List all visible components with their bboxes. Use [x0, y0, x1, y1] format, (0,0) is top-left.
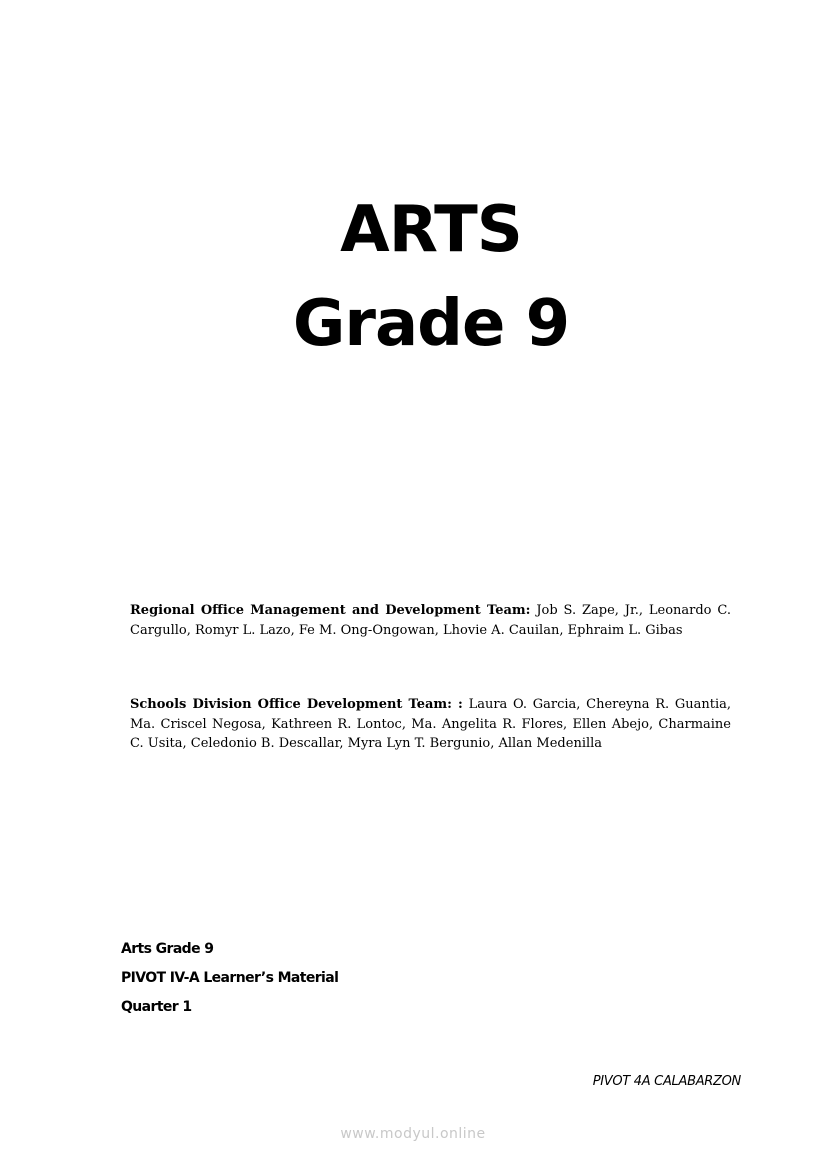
regional-team-label: Regional Office Management and Development Team: [130, 603, 531, 618]
regional-team-names: Job S. Zape, Jr., Leonardo C. Cargullo, Romyr L. Lazo, Fe M. Ong-Ongowan, Lhovie A. Cauilan, Ephraim L. Gibas [130, 603, 731, 638]
division-team-names: Laura O. Garcia, Chereyna R. Guantia, Ma. Criscel Negosa, Kathreen R. Lontoc, Ma. Angelita R. Flores, Ellen Abejo, Charmaine C. Usita, Celedonio B. Descallar, Myra Lyn T. Bergunio, Allan Medenilla [130, 697, 731, 751]
material-type: PIVOT IV-A Learner’s Material [121, 970, 339, 986]
material-name: Arts Grade 9 [121, 941, 214, 957]
division-team-label: Schools Division Office Development Team: : [130, 697, 463, 712]
title-subject: ARTS [340, 193, 522, 267]
material-quarter: Quarter 1 [121, 999, 192, 1015]
watermark: www.modyul.online [340, 1126, 486, 1142]
regional-team-credits [130, 601, 731, 640]
division-team-credits [130, 695, 731, 754]
title-grade: Grade 9 [292, 287, 570, 361]
footer-region: PIVOT 4A CALABARZON [592, 1074, 741, 1089]
